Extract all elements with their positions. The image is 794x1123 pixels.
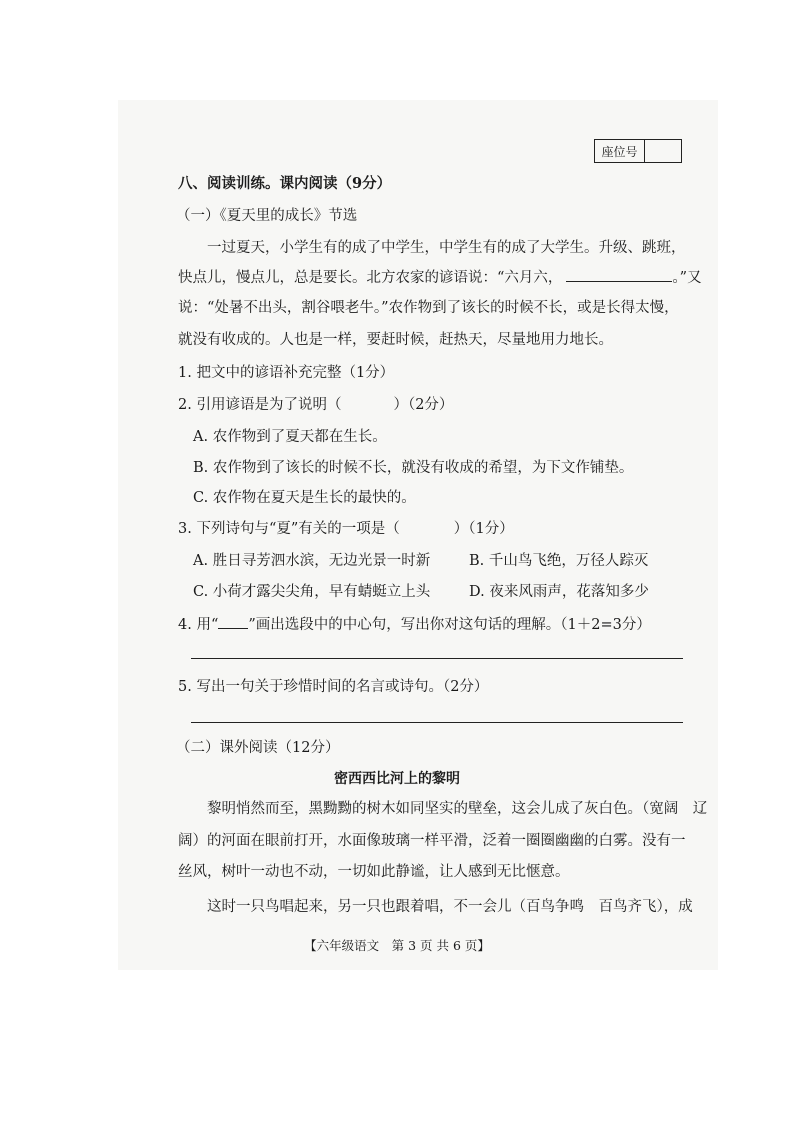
- passage-line: 这时一只鸟唱起来，另一只也跟着唱，不一会儿（百鸟争鸣 百鸟齐飞），成: [207, 899, 693, 915]
- q2-option-c: C. 农作物在夏天是生长的最快的。: [193, 490, 416, 506]
- q3-option-a: A. 胜日寻芳泗水滨，无边光景一时新: [193, 553, 431, 569]
- section-heading: 八、阅读训练。课内阅读（9分）: [178, 175, 392, 192]
- passage-line: 黎明悄然而至，黑黝黝的树木如同坚实的壁垒，这会儿成了灰白色。（宽阔 辽: [207, 801, 708, 817]
- q4-answer-line[interactable]: [191, 658, 683, 659]
- question-5: 5. 写出一句关于珍惜时间的名言或诗句。（2分）: [178, 679, 489, 695]
- part2-heading: （二）课外阅读（12分）: [176, 740, 340, 756]
- q3-option-c: C. 小荷才露尖尖角，早有蜻蜓立上头: [193, 584, 431, 600]
- question-text: ”画出选段中的中心句，写出你对这句话的理解。（1＋2=3分）: [248, 617, 651, 633]
- part1-heading: （一）《夏天里的成长》节选: [176, 208, 358, 224]
- question-text: 2. 引用谚语是为了说明（: [178, 397, 342, 413]
- question-text: 3. 下列诗句与“夏”有关的一项是（: [178, 521, 400, 537]
- passage-line: 丝风，树叶一动也不动，一切如此静谧，让人感到无比惬意。: [178, 864, 570, 880]
- question-text: ）（1分）: [453, 521, 514, 537]
- passage-line: [178, 267, 702, 288]
- passage-line: 阔）的河面在眼前打开，水面像玻璃一样平滑，泛着一圈圈幽幽的白雾。没有一: [178, 833, 686, 849]
- passage-line: 说：“处暑不出头，割谷喂老牛。”农作物到了该长的时候不长，或是长得太慢，: [178, 300, 679, 316]
- passage-title: 密西西比河上的黎明: [334, 771, 460, 787]
- q2-option-a: A. 农作物到了夏天都在生长。: [193, 429, 387, 445]
- question-2: [178, 395, 453, 415]
- question-text: ）（2分）: [393, 397, 454, 413]
- passage-line: 一过夏天，小学生有的成了中学生，中学生有的成了大学生。升级、跳班，: [207, 240, 686, 256]
- underline-sample: [218, 614, 248, 629]
- question-4: [178, 614, 651, 635]
- seat-number-box: [594, 139, 682, 163]
- seat-number-label: 座位号: [595, 140, 645, 162]
- seat-number-field[interactable]: [645, 140, 681, 162]
- q3-option-b: B. 千山鸟飞绝，万径人踪灭: [469, 553, 649, 569]
- question-text: 4. 用“: [178, 617, 219, 633]
- passage-line: 就没有收成的。人也是一样，要赶时候，赶热天，尽量地用力地长。: [178, 332, 613, 348]
- passage-text: 。”又: [672, 270, 702, 286]
- q5-answer-line[interactable]: [191, 722, 683, 723]
- question-1: 1. 把文中的谚语补充完整（1分）: [178, 365, 395, 381]
- question-3: [178, 519, 514, 539]
- passage-text: 快点儿，慢点儿，总是要长。北方农家的谚语说：“六月六，: [178, 270, 563, 286]
- q2-option-b: B. 农作物到了该长的时候不长，就没有收成的希望，为下文作铺垫。: [193, 460, 634, 476]
- proverb-blank[interactable]: [566, 267, 672, 282]
- page-footer: 【六年级语文 第 3 页 共 6 页】: [304, 938, 490, 953]
- q3-option-d: D. 夜来风雨声，花落知多少: [469, 584, 649, 600]
